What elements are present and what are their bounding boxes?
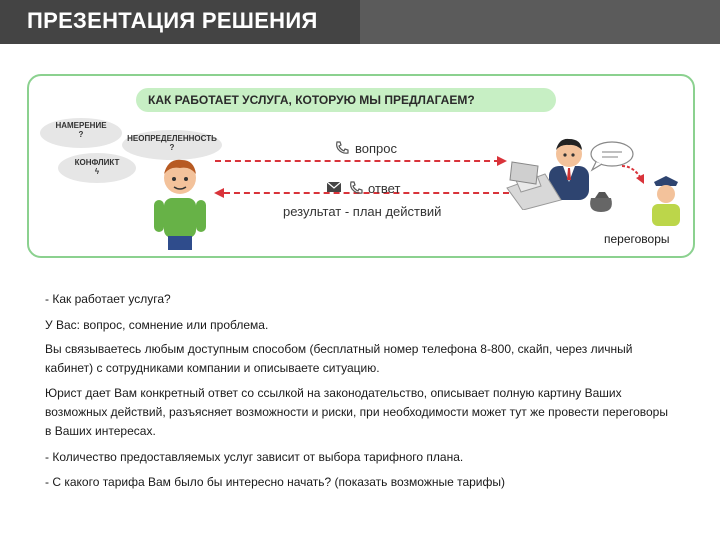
body-paragraph-3: Вы связываетесь любым доступным способом (бесплатный номер телефона 8-800, скайп, через личный кабинет) с сотрудниками компании и описываете ситуацию. [45, 342, 633, 375]
bubble-uncertainty-mark: ? [169, 143, 175, 152]
person-icon [150, 152, 210, 252]
bubble-conflict-label: КОНФЛИКТ [74, 158, 120, 167]
red-arrow-icon [620, 162, 650, 188]
body-paragraph-4: Юрист дает Вам конкретный ответ со ссылкой на законодательство, описывает полную картину Ваших возможных действий, разъясняет возможности и риски, при необходимости может тут же провести переговоры в Ваших интересах. [45, 386, 668, 438]
answer-arrow [224, 192, 509, 194]
money-bag-icon [585, 188, 619, 214]
page-title: ПРЕЗЕНТАЦИЯ РЕШЕНИЯ [27, 8, 318, 33]
body-paragraph-1: - Как работает услуга? [45, 292, 171, 306]
negotiations-label: переговоры [604, 232, 670, 246]
bubble-intent-mark: ? [78, 130, 84, 139]
diagram-banner-text: КАК РАБОТАЕТ УСЛУГА, КОТОРУЮ МЫ ПРЕДЛАГАЕМ? [148, 93, 475, 107]
body-paragraph-5: - Количество предоставляемых услуг зависит от выбора тарифного плана. [45, 450, 464, 464]
bubble-conflict-mark: ϟ [94, 167, 100, 176]
bubble-conflict [58, 153, 136, 183]
body-paragraph-2: У Вас: вопрос, сомнение или проблема. [45, 318, 269, 332]
phone-icon [348, 180, 364, 196]
question-label: вопрос [355, 141, 397, 156]
title-bar [0, 0, 720, 44]
result-label: результат - план действий [283, 204, 442, 219]
bubble-intent-label: НАМЕРЕНИЕ [55, 121, 107, 130]
laptop-icon [508, 160, 548, 190]
phone-icon [334, 140, 350, 156]
answer-label: ответ [368, 181, 401, 196]
envelope-icon [326, 180, 342, 194]
policeman-icon [648, 172, 684, 226]
question-arrow [215, 160, 500, 162]
bubble-intent [40, 118, 122, 148]
bubble-uncertainty-label: НЕОПРЕДЕЛЕННОСТЬ [127, 134, 217, 143]
body-paragraph-6: - С какого тарифа Вам было бы интересно начать? (показать возможные тарифы) [45, 475, 506, 489]
answer-arrow-head [214, 187, 226, 199]
